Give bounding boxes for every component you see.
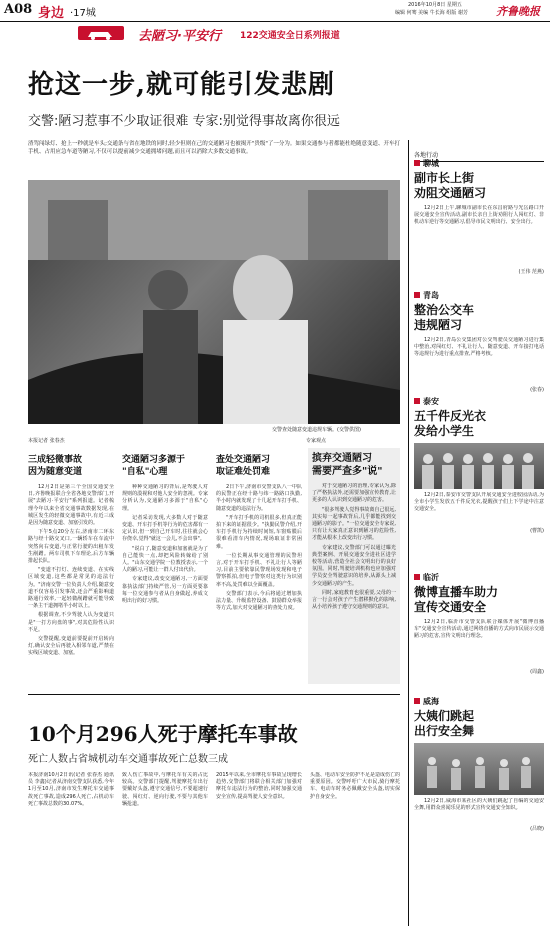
expert-tag: 专家观点 xyxy=(306,438,327,444)
article-col-3 xyxy=(216,454,302,704)
col-title-2: 因为随意变道 xyxy=(28,467,83,477)
col-title-2: 需要严查多"说" xyxy=(312,466,383,477)
taian-photo xyxy=(414,443,544,489)
sidebar-item-taian xyxy=(414,396,544,535)
square-icon xyxy=(414,698,420,704)
section-name: 身边 xyxy=(38,6,65,21)
item-title-1: 副市长上街 xyxy=(414,171,475,185)
item-title-2: 劝阻交通陋习 xyxy=(414,186,487,200)
subsection-name: ·17城 xyxy=(70,8,96,19)
col-para: "说白了,随意变道和加塞就是为了自己能快一点,却把风险转嫁给了别人。"山东交通学院一位教授表示,一个人的陋习,可能让一群人付出代价。 xyxy=(122,545,208,574)
second-col-2: 致人伤亡事故中,与摩托车有关的占比较高。交警部门提醒,驾驶摩托车出行要戴好头盔,遵守交通信号,不要超速行驶、闯红灯、逆向行驶,不要与其他车辆抢道。 xyxy=(122,772,208,807)
masthead xyxy=(0,0,550,22)
item-body: 12月2日,泰安市交警支队开展交通安全进校园活动,为全市小学生发放五千件反光衣,提醒孩子们上下学途中注意交通安全。 xyxy=(414,492,544,513)
col-title-1: 查处交通陋习 xyxy=(216,455,271,465)
paper-logo: 齐鲁晚报 xyxy=(496,5,540,18)
item-byline: (王伟 范燕) xyxy=(518,269,544,275)
lead-intro: 渣驾闯绿灯、抢上一秒就是车头;交通条与省在地铁的同时,轻少但则在己的交通陋习也被揭开"贵级"了一分为。如果交通参与者都能杜绝随意变道、开车打手机、占用应急车道等陋习,不仅可以提前减少交通拥堵问题,而且可以消除大多数交通事故。 xyxy=(28,141,400,155)
col-para: 2日下午,济南市交警支队八一中队的民警正在经十路与纬一路路口执勤,半小时内就发现了十几起开车打手机、随意变道的违法行为。 xyxy=(216,484,302,512)
col-para: 专家建议,交警部门可以通过曝光典型案例、开展交通安全进社区进学校等活动,营造全社会文明出行的良好氛围。同时,驾驶培训机构也应加强对学员安全驾驶意识的培养,从源头上减少交通陋习的产生。 xyxy=(312,544,396,587)
sidebar-item-liaocheng xyxy=(414,158,544,276)
sidebar-item-weihai xyxy=(414,696,544,833)
item-title-1: 五千件反光衣 xyxy=(414,409,487,423)
col-para: 种种交通陋习的背后,是驾驶人对规则的漠视和对他人安全的忽视。专家分析认为,交通陋习多源于"自私"心理。 xyxy=(122,484,208,512)
lead-headline: 抢这一步,就可能引发悲剧 xyxy=(28,70,336,100)
city-tag: 威海 xyxy=(414,696,544,707)
item-title-1: 大姨们跳起 xyxy=(414,709,475,723)
col-title-2: "自私"心理 xyxy=(122,467,168,477)
second-col-1: 本报济南10月2日讯(记者 张春杰 通讯员 李鑫)记者从济南交警支队获悉,今年1月至10月,济南市发生摩托车交通事故死亡事故,造成296人死亡,占机动车死亡事故总数的30.07%。 xyxy=(28,772,114,807)
col-para: 交警提醒,变道前要提前开启转向灯,确认安全后再驶入相邻车道,严禁在实线区域变道、加塞。 xyxy=(28,636,114,657)
square-icon xyxy=(414,398,420,404)
reporter-byline: 本报记者 张春杰 xyxy=(28,438,65,444)
item-body: 12月2日上午,聊城市副市长在东昌府路与光岳路口开展交通安全宣传活动,副市长亲自上街劝阻行人闯红灯、非机动车逆行等交通陋习,倡导市民文明出行、安全出行。 xyxy=(414,205,544,226)
article-col-1 xyxy=(28,454,114,704)
item-byline: (张春) xyxy=(530,387,544,393)
col-para: "变道不打灯、连续变道、在实线区域变道,这些都是常见的违法行为。"济南交警一位负责人介绍,随意变道不仅容易引发事故,还会严重影响道路通行效率,一起轻微剐蹭就可能导致一条主干道拥堵半小时以上。 xyxy=(28,567,114,610)
col-para: "很多驾驶人觉得事故离自己很远,其实每一起事故背后,几乎都能找到交通陋习的影子。"一位交通安全专家说,只有让大家真正意识到陋习的危险性,才能从根本上改变出行习惯。 xyxy=(312,506,396,542)
square-icon xyxy=(414,292,420,298)
photo-caption: 交警查处随意变道违规车辆。(交警供图) xyxy=(272,427,361,433)
banner-slogan: 去陋习·平安行 xyxy=(138,29,221,44)
expert-box xyxy=(308,448,400,684)
city-tag: 临沂 xyxy=(414,572,544,583)
square-icon xyxy=(414,574,420,580)
col-para: 专家建议,改变交通陋习,一方面要靠执法部门持续严管,另一方面更要靠每一位交通参与者从自身做起,养成文明出行的好习惯。 xyxy=(122,576,208,605)
col-para: 记者采访发现,大多数人对于随意变道、开车打手机等行为的危害都有一定认识,但一到自己开车时,往往就会心存侥幸,觉得"就这一会儿,不会出事"。 xyxy=(122,514,208,543)
page-number: A08 xyxy=(4,2,33,17)
sidebar-header-label: 各地行动 xyxy=(414,152,439,159)
col-para: 一位长期从事交通管理的民警坦言,对于开车打手机、不礼让行人等陋习,目前主要依靠民警现场发现和电子警察抓拍,但电子警察对这类行为识别率不高,处罚难以全面覆盖。 xyxy=(216,552,302,588)
item-title-2: 违规陋习 xyxy=(414,318,463,332)
weihai-photo xyxy=(414,743,544,795)
col-title-1: 三成轻微事故 xyxy=(28,455,83,465)
col-title-2: 取证难处罚难 xyxy=(216,467,271,477)
col-para: 根据调查,不少驾驶人认为变道只是"一打方向盘的事",对其危险性认识不足。 xyxy=(28,612,114,633)
col-para: 下午5点20分左右,济南市二环东路与经十路交叉口,一辆轿车在车流中突然向右变道,与正常行驶的出租车发生剐蹭。两车司机下车理论,后方车辆排起长队。 xyxy=(28,529,114,565)
item-title-2: 出行安全舞 xyxy=(414,724,475,738)
square-icon xyxy=(414,160,420,166)
city-tag: 聊城 xyxy=(414,158,544,169)
item-title-2: 宣传交通安全 xyxy=(414,600,487,614)
col-para: 同时,家庭教育也很重要,父母的一言一行会对孩子产生潜移默化的影响,从小培养孩子遵守交通规则的意识。 xyxy=(312,589,396,611)
editor-line: 编辑 何骞 美编 牛长海 组版 谢芳 xyxy=(395,10,468,16)
item-title-1: 整治公交车 xyxy=(414,303,475,317)
item-byline: (周鑫) xyxy=(530,669,544,675)
item-body: 12月2日,威海市某社区的大姨们跳起了自编的交通安全舞,用群众喜闻乐见的形式宣传交通安全知识。 xyxy=(414,798,544,812)
banner-series: 122交通安全日系列报道 xyxy=(240,31,340,41)
sidebar-item-qingdao xyxy=(414,290,544,394)
lead-subhead: 交警:陋习惹事不少取证很难 专家:别觉得事故离你很远 xyxy=(28,114,340,129)
campaign-banner xyxy=(78,26,384,44)
article-col-2 xyxy=(122,454,208,704)
item-body: 12月2日,临沂市交警支队联合媒体开展"微博直播车"交通安全宣传活动,通过网络直播的方式向市民展示交通陋习的危害,宣传文明出行理念。 xyxy=(414,619,544,640)
second-col-4: 头盔、电动车安全防护不足是造成伤亡的重要原因。交警呼吁广大市民,骑行摩托车、电动车时务必佩戴安全头盔,切实保护自身安全。 xyxy=(310,772,400,800)
col-title-1: 交通陋习多源于 xyxy=(122,455,186,465)
lead-photo xyxy=(28,180,400,424)
item-byline: (吕晓) xyxy=(530,826,544,832)
second-subhead: 死亡人数占省城机动车交通事故死亡总数三成 xyxy=(28,754,228,765)
second-col-3: 2015年以来,全市摩托车事故呈现增长趋势,交警部门将联合相关部门加强对摩托车违法行为的整治,同时加强交通安全宣传,提高驾驶人安全意识。 xyxy=(216,772,302,800)
date-line: 2016年10月8日 星期五 xyxy=(408,2,462,8)
col-para: 对于交通陋习的治理,专家认为,除了严格执法外,还需要加强宣传教育,让更多的人认识到交通陋习的危害。 xyxy=(312,483,396,504)
item-body: 12月2日,青岛公交集团对公交驾驶员交通陋习进行集中整治,对闯红灯、不礼让行人、随意变道、开车接打电话等违规行为进行重点排查,严格考核。 xyxy=(414,337,544,358)
col-para: 交警部门表示,今后将通过增加执法力量、升级监控设备、鼓励群众举报等方式,加大对交通陋习的查处力度。 xyxy=(216,590,302,612)
col-para: 12月2日是第三个全国交通安全日,齐鲁晚报联合全省各地交警部门,开展"去陋习·平安行"系列报道。记者梳理今年以来全省交通事故数据发现,在城区发生的轻微交通事故中,有近三成是因为随意变道、加塞引发的。 xyxy=(28,484,114,527)
second-headline: 10个月296人死于摩托车事故 xyxy=(28,722,298,746)
item-byline: (曹凯) xyxy=(530,528,544,534)
car-icon xyxy=(78,26,124,40)
city-tag: 泰安 xyxy=(414,396,544,407)
city-tag: 青岛 xyxy=(414,290,544,301)
sidebar-item-linyi xyxy=(414,572,544,676)
item-title-2: 发给小学生 xyxy=(414,424,475,438)
col-title-1: 摈弃交通陋习 xyxy=(312,453,372,464)
col-para: "开车打手机的司机很多,但真正能拍下来的证据很少。"执勤民警介绍,开车打手机行为持续时间短,车窗贴膜后很难看清车内情况,现场取证非常困难。 xyxy=(216,514,302,550)
item-title-1: 微博直播车助力 xyxy=(414,585,499,599)
